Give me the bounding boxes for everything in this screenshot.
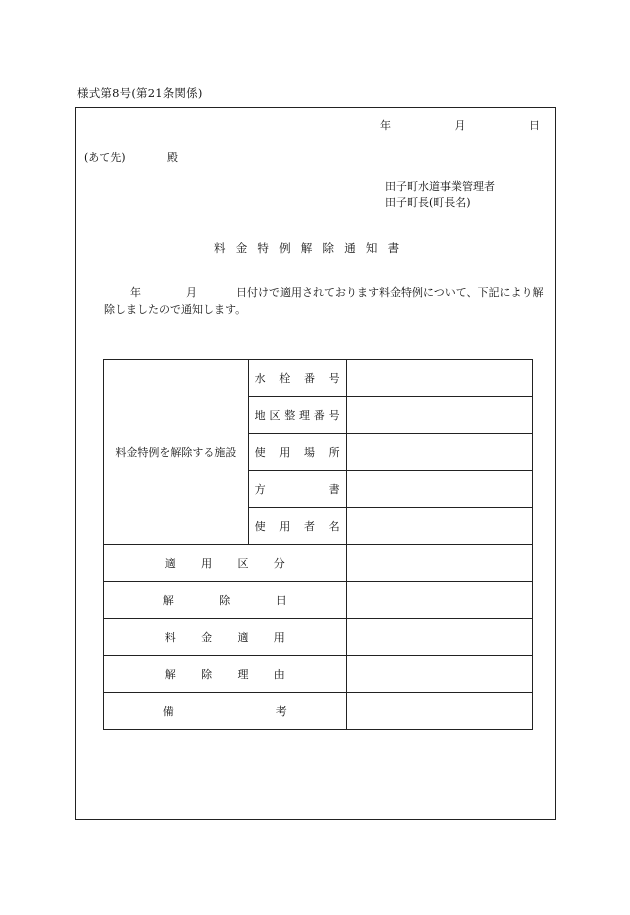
value-cell[interactable] (346, 619, 532, 656)
date-year-label: 年 (380, 119, 391, 132)
notice-line-1-text: 日付けで適用されております料金特例について、下記により解 (236, 286, 544, 299)
table-row (104, 656, 533, 693)
document-title: 料金特例解除通知書 (214, 241, 410, 255)
table-row (104, 545, 533, 582)
recipient-label: (あて先) (84, 151, 126, 164)
value-cell[interactable] (346, 656, 532, 693)
value-cell[interactable] (346, 508, 532, 545)
value-cell[interactable] (346, 434, 532, 471)
table-row (104, 693, 533, 730)
row-label-cell (248, 397, 346, 434)
row-label: 地 区 整 理 番 号 (254, 409, 340, 422)
row-label: 解 除 理 由 (164, 668, 285, 681)
value-cell[interactable] (346, 471, 532, 508)
row-label-cell (248, 508, 346, 545)
notice-body-line-1 (104, 285, 550, 302)
row-label-cell (104, 693, 347, 730)
notice-month-label: 月 (186, 286, 197, 299)
notice-body (104, 285, 550, 318)
table-row (104, 619, 533, 656)
row-label-cell (248, 434, 346, 471)
row-label: 使 用 場 所 (254, 446, 340, 459)
date-line (380, 117, 540, 133)
value-cell[interactable] (346, 693, 532, 730)
sender-block (385, 179, 495, 211)
row-label-cell (104, 545, 347, 582)
recipient (84, 149, 178, 165)
row-label-cell (104, 656, 347, 693)
table-row (104, 582, 533, 619)
form-number-label: 様式第8号(第21条関係) (77, 86, 203, 100)
value-cell[interactable] (346, 397, 532, 434)
row-label: 使 用 者 名 (254, 520, 340, 533)
row-label-cell (104, 582, 347, 619)
row-label-cell (248, 360, 346, 397)
row-label: 料 金 適 用 (164, 631, 285, 644)
notice-year-label: 年 (130, 286, 141, 299)
table-row (104, 360, 533, 397)
date-day-label: 日 (529, 119, 540, 132)
row-label: 解 除 日 (162, 594, 287, 607)
row-label: 方 書 (254, 483, 340, 496)
sender-line-1: 田子町水道事業管理者 (385, 180, 495, 193)
facility-group-label: 料金特例を解除する施設 (104, 360, 249, 545)
row-label: 適 用 区 分 (164, 557, 285, 570)
notice-body-line-2: 除しましたので通知します。 (104, 302, 247, 316)
value-cell[interactable] (346, 582, 532, 619)
detail-table (103, 359, 533, 730)
row-label: 水 栓 番 号 (254, 372, 340, 385)
recipient-honorific: 殿 (167, 151, 178, 164)
row-label-cell (248, 471, 346, 508)
value-cell[interactable] (346, 545, 532, 582)
sender-line-2: 田子町長(町長名) (385, 196, 471, 209)
date-month-label: 月 (454, 119, 466, 132)
row-label-cell (104, 619, 347, 656)
row-label: 備 考 (162, 705, 287, 718)
value-cell[interactable] (346, 360, 532, 397)
